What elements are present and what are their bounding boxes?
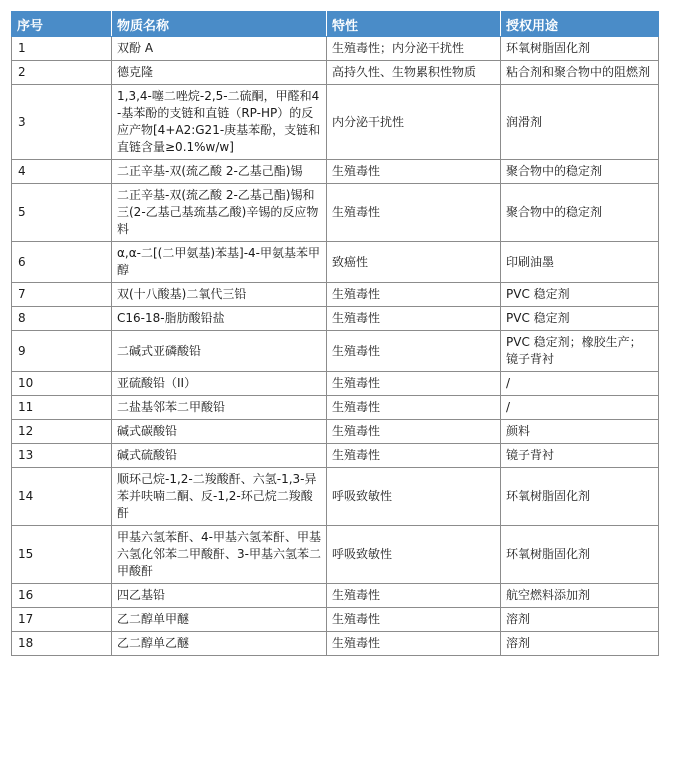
cell-use: 润滑剂: [501, 85, 659, 160]
cell-no: 17: [12, 608, 112, 632]
table-row: [12, 331, 659, 372]
table-row: [12, 632, 659, 656]
table-row: [12, 160, 659, 184]
cell-no: 14: [12, 468, 112, 526]
cell-property: 生殖毒性: [327, 584, 501, 608]
header-row: [12, 12, 659, 37]
cell-use: PVC 稳定剂；橡胶生产；镜子背衬: [501, 331, 659, 372]
table-row: [12, 468, 659, 526]
cell-no: 18: [12, 632, 112, 656]
cell-property: 高持久性、生物累积性物质: [327, 61, 501, 85]
cell-property: 呼吸致敏性: [327, 468, 501, 526]
cell-no: 10: [12, 372, 112, 396]
cell-name: 二正辛基-双(巯乙酸 2-乙基己酯)锡和三(2-乙基己基巯基乙酸)辛锡的反应物料: [112, 184, 327, 242]
cell-no: 8: [12, 307, 112, 331]
cell-property: 生殖毒性: [327, 331, 501, 372]
cell-no: 13: [12, 444, 112, 468]
table-header: [12, 12, 659, 37]
cell-use: 环氧树脂固化剂: [501, 37, 659, 61]
cell-property: 生殖毒性: [327, 184, 501, 242]
cell-use: 环氧树脂固化剂: [501, 468, 659, 526]
table-row: [12, 396, 659, 420]
table-row: [12, 608, 659, 632]
table-row: [12, 307, 659, 331]
substance-table-container: [11, 11, 658, 656]
cell-no: 1: [12, 37, 112, 61]
cell-use: 环氧树脂固化剂: [501, 526, 659, 584]
table-row: [12, 184, 659, 242]
cell-use: 溶剂: [501, 632, 659, 656]
cell-no: 4: [12, 160, 112, 184]
cell-name: 甲基六氢苯酐、4-甲基六氢苯酐、甲基六氢化邻苯二甲酸酐、3-甲基六氢苯二甲酸酐: [112, 526, 327, 584]
cell-property: 生殖毒性: [327, 160, 501, 184]
table-row: [12, 242, 659, 283]
cell-property: 生殖毒性；内分泌干扰性: [327, 37, 501, 61]
cell-use: 颜料: [501, 420, 659, 444]
cell-use: PVC 稳定剂: [501, 307, 659, 331]
cell-property: 生殖毒性: [327, 283, 501, 307]
cell-no: 12: [12, 420, 112, 444]
table-row: [12, 85, 659, 160]
cell-name: 四乙基铅: [112, 584, 327, 608]
cell-use: 聚合物中的稳定剂: [501, 184, 659, 242]
cell-name: 1,3,4-噻二唑烷-2,5-二硫酮，甲醛和4-基苯酚的支链和直链（RP-HP）的反应产物[4+A2:G21-庚基苯酚，支链和直链含量≥0.1%w/w]: [112, 85, 327, 160]
cell-name: 碱式硫酸铅: [112, 444, 327, 468]
cell-no: 9: [12, 331, 112, 372]
cell-name: 双(十八酸基)二氧代三铅: [112, 283, 327, 307]
table-row: [12, 420, 659, 444]
cell-property: 呼吸致敏性: [327, 526, 501, 584]
cell-no: 3: [12, 85, 112, 160]
cell-use: /: [501, 372, 659, 396]
header-property: 特性: [327, 12, 501, 37]
table-body: [12, 37, 659, 656]
cell-name: 碱式碳酸铅: [112, 420, 327, 444]
cell-name: 乙二醇单甲醚: [112, 608, 327, 632]
header-name: 物质名称: [112, 12, 327, 37]
cell-property: 生殖毒性: [327, 372, 501, 396]
cell-name: 二正辛基-双(巯乙酸 2-乙基己酯)锡: [112, 160, 327, 184]
cell-use: 聚合物中的稳定剂: [501, 160, 659, 184]
table-row: [12, 372, 659, 396]
cell-use: 粘合剂和聚合物中的阻燃剂: [501, 61, 659, 85]
cell-name: α,α-二[(二甲氨基)苯基]-4-甲氨基苯甲醇: [112, 242, 327, 283]
cell-use: 溶剂: [501, 608, 659, 632]
cell-no: 15: [12, 526, 112, 584]
table-row: [12, 37, 659, 61]
substance-table: [11, 11, 659, 656]
cell-name: 顺环己烷-1,2-二羧酸酐、六氢-1,3-异苯并呋喃二酮、反-1,2-环己烷二羧酸酐: [112, 468, 327, 526]
cell-use: PVC 稳定剂: [501, 283, 659, 307]
cell-no: 2: [12, 61, 112, 85]
cell-use: 航空燃料添加剂: [501, 584, 659, 608]
cell-name: 二盐基邻苯二甲酸铅: [112, 396, 327, 420]
cell-no: 11: [12, 396, 112, 420]
cell-property: 致癌性: [327, 242, 501, 283]
cell-property: 生殖毒性: [327, 420, 501, 444]
table-row: [12, 584, 659, 608]
cell-name: 亚硫酸铅（II）: [112, 372, 327, 396]
cell-name: C16-18-脂肪酸铅盐: [112, 307, 327, 331]
cell-no: 7: [12, 283, 112, 307]
cell-name: 二碱式亚磷酸铅: [112, 331, 327, 372]
header-no: 序号: [12, 12, 112, 37]
cell-property: 生殖毒性: [327, 444, 501, 468]
table-row: [12, 444, 659, 468]
table-row: [12, 61, 659, 85]
table-row: [12, 283, 659, 307]
cell-use: 印刷油墨: [501, 242, 659, 283]
cell-property: 生殖毒性: [327, 608, 501, 632]
cell-use: 镜子背衬: [501, 444, 659, 468]
cell-no: 6: [12, 242, 112, 283]
header-use: 授权用途: [501, 12, 659, 37]
cell-name: 乙二醇单乙醚: [112, 632, 327, 656]
cell-no: 16: [12, 584, 112, 608]
cell-name: 德克隆: [112, 61, 327, 85]
cell-property: 生殖毒性: [327, 307, 501, 331]
cell-use: /: [501, 396, 659, 420]
table-row: [12, 526, 659, 584]
cell-property: 内分泌干扰性: [327, 85, 501, 160]
cell-property: 生殖毒性: [327, 632, 501, 656]
cell-no: 5: [12, 184, 112, 242]
cell-property: 生殖毒性: [327, 396, 501, 420]
cell-name: 双酚 A: [112, 37, 327, 61]
